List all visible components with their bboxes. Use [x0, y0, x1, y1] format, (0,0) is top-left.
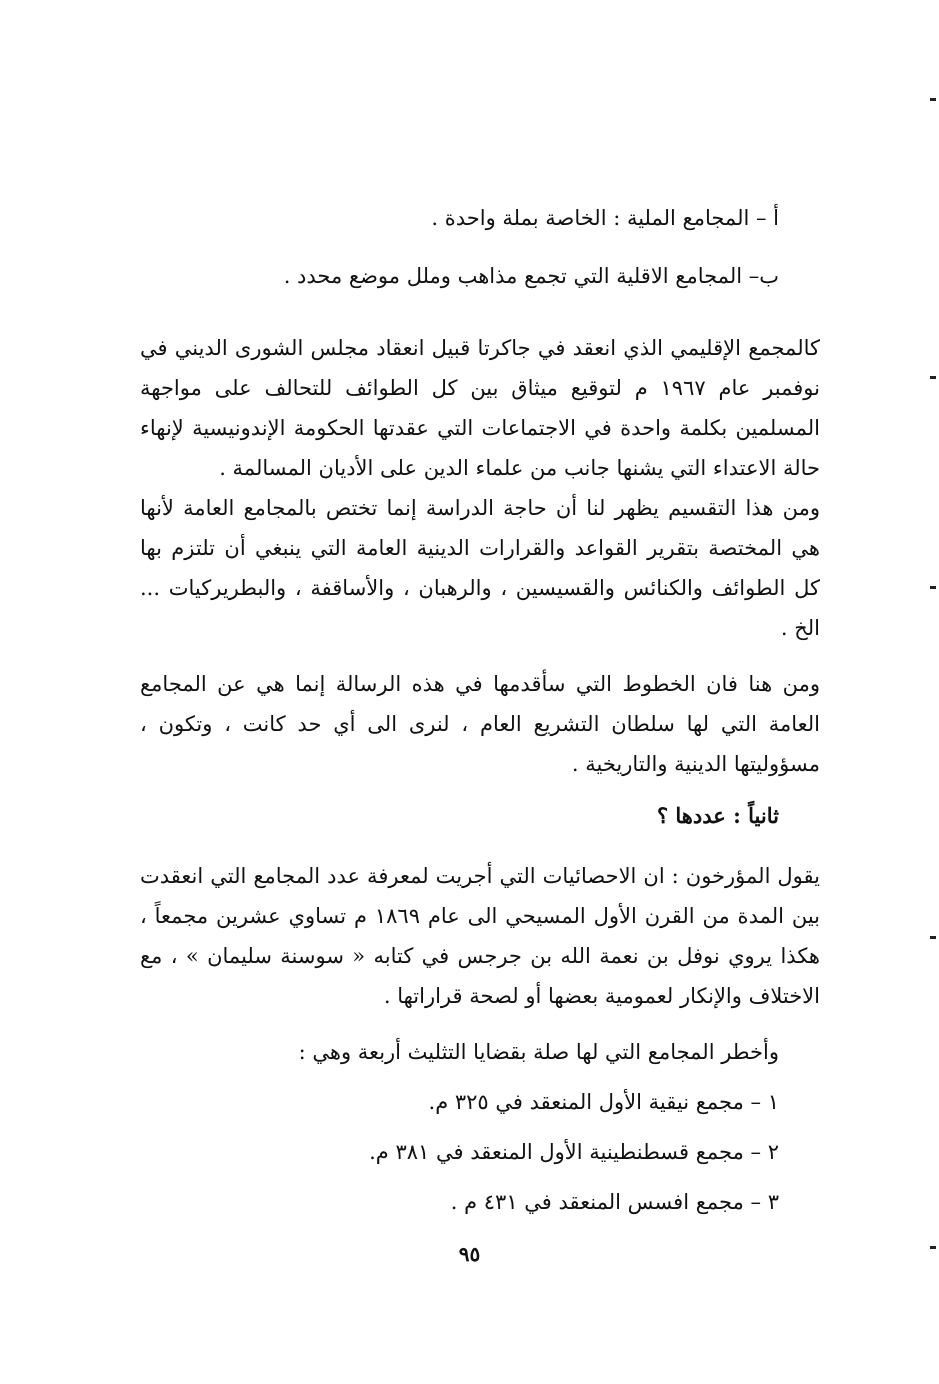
- margin-mark: [930, 376, 936, 379]
- margin-mark: [930, 586, 936, 589]
- paragraph-council-count: يقول المؤرخون : ان الاحصائيات التي أجريت لمعرفة عدد المجامع التي انعقدت بين المدة من القرن الأول المسيحي الى عام ١٨٦٩ م تساوي عشرين مجمعاً ، هكذا يروي نوفل بن نعمة الله بن جرجس في كتابه « سوسنة سليمان » ، مع الاختلاف والإنكار لعمومية بعضها أو لصحة قراراتها .: [140, 864, 820, 1008]
- margin-mark: [930, 1246, 936, 1249]
- paragraph-jakarta-council: كالمجمع الإقليمي الذي انعقد في جاكرتا قبيل انعقاد مجلس الشورى الديني في نوفمبر عام ١٩٦٧ م لتوقيع ميثاق بين كل الطوائف للتحالف على مواجهة المسلمين بكلمة واحدة في الاجتماعات التي عقدتها الحكومة الإندونيسية لإنهاء حالة الاعتداء التي يشنها جانب من علماء الدين على الأديان المسالمة .: [140, 336, 820, 480]
- margin-mark: [930, 936, 936, 939]
- paragraph-key-councils: وأخطر المجامع التي لها صلة بقضايا التثليث أربعة وهي :: [298, 1040, 779, 1064]
- list-item-a: أ – المجامع الملية : الخاصة بملة واحدة .: [431, 206, 779, 230]
- list-item-council-1: ١ – مجمع نيقية الأول المنعقد في ٣٢٥ م.: [428, 1090, 779, 1114]
- section-heading: ثانياً : عددها ؟: [656, 803, 779, 828]
- paragraph-thesis-scope: ومن هنا فان الخطوط التي سأقدمها في هذه الرسالة إنما هي عن المجامع العامة التي لها سلطان التشريع العام ، لنرى الى أي حد كانت ، وتكون ، مسؤوليتها الدينية والتاريخية .: [140, 672, 820, 776]
- margin-mark: [930, 98, 936, 101]
- list-item-council-3: ٣ – مجمع افسس المنعقد في ٤٣١ م .: [450, 1190, 779, 1214]
- paragraph-general-councils: ومن هذا التقسيم يظهر لنا أن حاجة الدراسة إنما تختص بالمجامع العامة لأنها هي المختصة بتقرير القواعد والقرارات الدينية العامة التي ينبغي أن تلتزم بها كل الطوائف والكنائس والقسيسين ، والرهبان ، والأساقفة ، والبطريركيات ... الخ .: [140, 496, 820, 640]
- page-number: ٩٥: [458, 1242, 481, 1266]
- list-item-b: ب– المجامع الاقلية التي تجمع مذاهب وملل موضع محدد .: [283, 264, 779, 288]
- list-item-council-2: ٢ – مجمع قسطنطينية الأول المنعقد في ٣٨١ م.: [369, 1140, 779, 1164]
